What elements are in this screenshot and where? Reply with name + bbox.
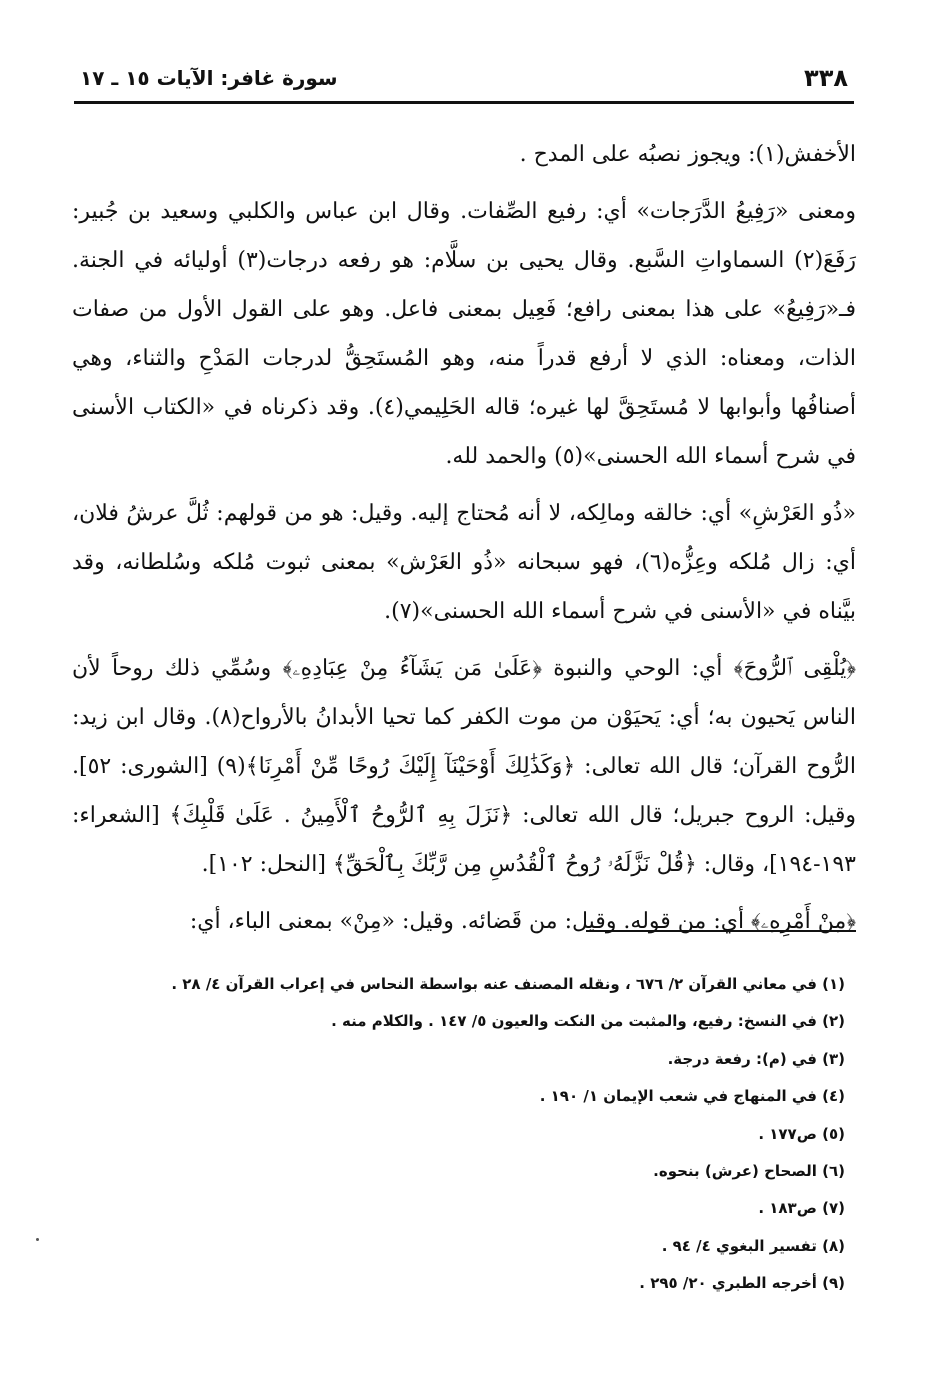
footnote-3: (٣) في (م): رفعة درجة. <box>667 1049 845 1068</box>
running-title: سورة غافر: الآيات ١٥ ـ ١٧ <box>80 66 338 90</box>
footnote-1: (١) في معاني القرآن ٢/ ٦٧٦ ، ونقله المصنف عنه بواسطة النحاس في إعراب القرآن ٤/ ٢٨ . <box>171 975 845 993</box>
page-number: ٣٣٨ <box>804 64 848 92</box>
paragraph-3: «ذُو العَرْشِ» أي: خالقه ومالِكه، لا أنه مُحتاج إليه. وقيل: هو من قولهم: ثُلَّ عرشُ فلان، أي: زال مُلكه وعِزُّه(٦)، فهو سبحانه «ذُو العَرْش» بمعنى ثبوت مُلكه وسُلطانه، وقد بيَّناه في «الأسنى في شرح أسماء الله الحسنى»(٧). <box>72 501 856 624</box>
footnote-7: (٧) ص١٨٣ . <box>758 1199 845 1218</box>
paragraph-5: ﴿مِنْ أَمْرِهِۦ﴾ أي: من قوله. وقيل: من قَضائه. وقيل: «مِنْ» بمعنى الباء، أي: <box>189 909 856 934</box>
page-header <box>74 62 854 98</box>
paragraph-1: الأخفش(١): ويجوز نصبُه على المدح . <box>519 142 856 167</box>
footnote-4: (٤) في المنهاج في شعب الإيمان ١/ ١٩٠ . <box>539 1087 845 1106</box>
footnote-separator <box>586 930 856 932</box>
main-text <box>72 130 856 954</box>
footnotes <box>150 966 845 1303</box>
header-rule <box>74 101 854 104</box>
footnote-6: (٦) الصحاح (عرش) بنحوه. <box>653 1162 845 1181</box>
paragraph-4: ﴿يُلْقِى ٱلرُّوحَ﴾ أي: الوحي والنبوة ﴿عَلَىٰ مَن يَشَآءُ مِنْ عِبَادِهِۦ﴾ وسُمِّي ذلك روحاً لأن الناس يَحيون به؛ أي: يَحيَوْن من موت الكفر كما تحيا الأبدانُ بالأرواح(٨). وقال ابن زيد: الرُّوح القرآن؛ قال الله تعالى: ﴿وَكَذَٰلِكَ أَوْحَيْنَآ إِلَيْكَ رُوحًا مِّنْ أَمْرِنَا﴾(٩) [الشورى: ٥٢]. وقيل: الروح جبريل؛ قال الله تعالى: ﴿نَزَلَ بِهِ ٱلرُّوحُ ٱلْأَمِينُ . عَلَىٰ قَلْبِكَ﴾ [الشعراء: ١٩٣-١٩٤]، وقال: ﴿قُلْ نَزَّلَهُۥ رُوحُ ٱلْقُدُسِ مِن رَّبِّكَ بِٱلْحَقِّ﴾ [النحل: ١٠٢]. <box>72 656 856 877</box>
footnote-9: (٩) أخرجه الطبري ٢٠/ ٢٩٥ . <box>639 1274 845 1293</box>
footnote-5: (٥) ص١٧٧ . <box>758 1124 845 1143</box>
footnote-8: (٨) تفسير البغوي ٤/ ٩٤ . <box>661 1236 845 1255</box>
paragraph-2: ومعنى «رَفِيعُ الدَّرَجات» أي: رفيع الصِّفات. وقال ابن عباس والكلبي وسعيد بن جُبير: رَفَعَ(٢) السماواتِ السَّبع. وقال يحيى بن سلَّام: هو رفعه درجات(٣) أوليائه في الجنة. فـ«رَفِيعُ» على هذا بمعنى رافع؛ فَعِيل بمعنى فاعل. وهو على القول الأول من صفات الذات، ومعناه: الذي لا أرفع قدراً منه، وهو المُستَحِقُّ لدرجات المَدْحِ والثناء، وهي أصنافُها وأبوابها لا مُستَحِقَّ لها غيره؛ قاله الحَلِيمي(٤). وقد ذكرناه في «الكتاب الأسنى في شرح أسماء الله الحسنى»(٥) والحمد لله. <box>72 199 856 469</box>
scan-speck <box>36 1238 39 1241</box>
footnote-2: (٢) في النسخ: رفيع، والمثبت من النكت والعيون ٥/ ١٤٧ . والكلام منه . <box>331 1012 845 1031</box>
